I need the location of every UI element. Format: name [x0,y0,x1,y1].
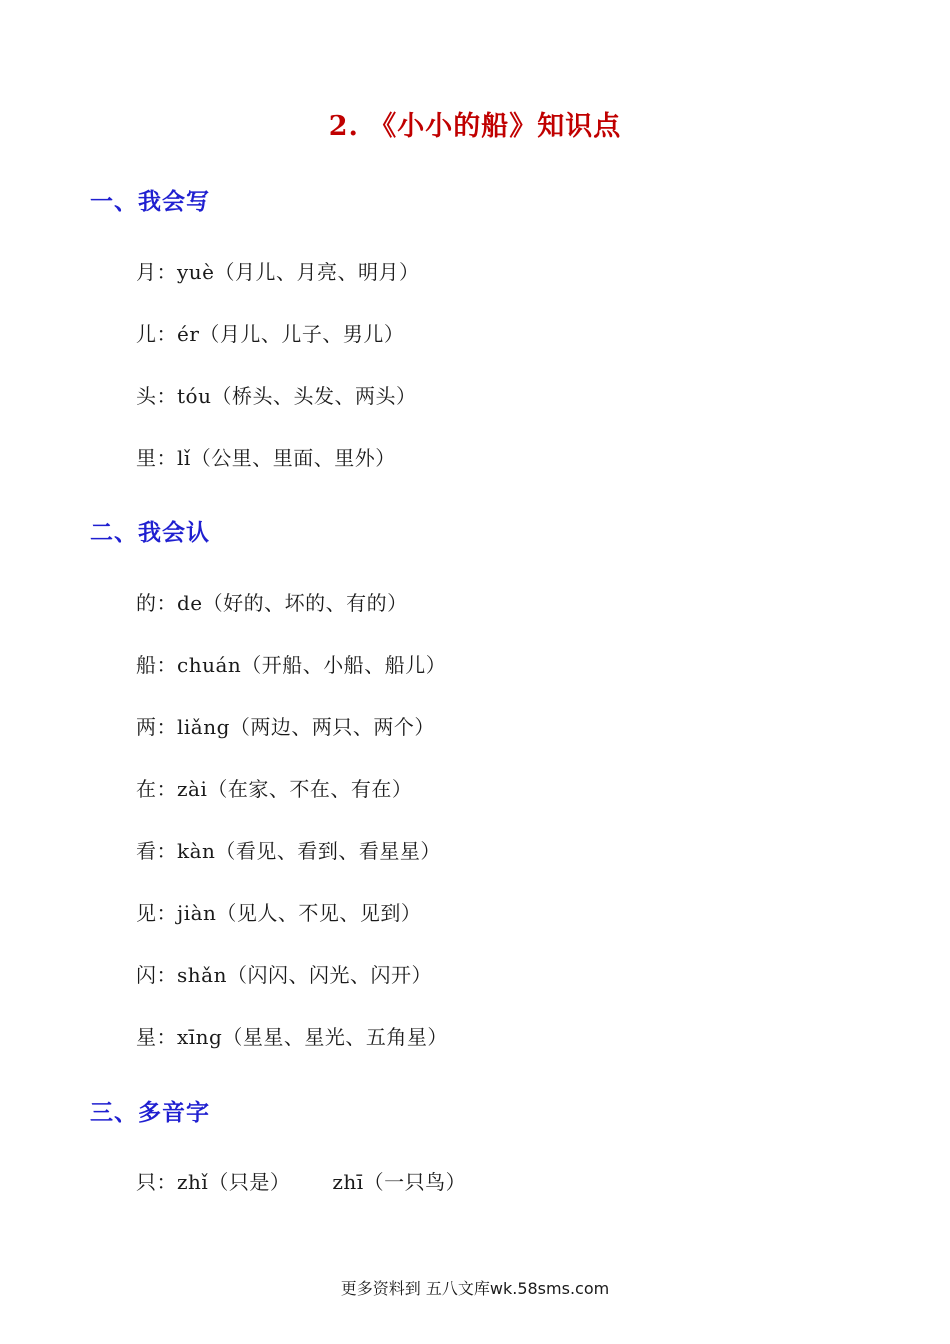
list-item [136,1166,466,1195]
section-heading-write: 一、我会写 [90,188,210,215]
list-item: 在：zài（在家、不在、有在） [136,777,413,801]
page-title: 2. 《小小的船》知识点 [328,111,622,142]
list-item: 的：de（好的、坏的、有的） [136,591,408,615]
list-item: 月：yuè（月儿、月亮、明月） [136,260,420,284]
list-item: 见：jiàn（见人、不见、见到） [136,901,422,925]
list-item: 两：liǎng（两边、两只、两个） [136,715,435,739]
list-item: 闪：shǎn（闪闪、闪光、闪开） [136,963,432,987]
list-item: 里：lǐ（公里、里面、里外） [136,446,396,470]
list-item: 看：kàn（看见、看到、看星星） [136,839,441,863]
polyphone-reading-second: zhī（一只鸟） [332,1170,467,1194]
section-heading-recognize: 二、我会认 [90,519,210,546]
list-item: 星：xīng（星星、星光、五角星） [136,1025,448,1049]
list-item: 船：chuán（开船、小船、船儿） [136,653,447,677]
polyphone-reading-first: 只：zhǐ（只是） [136,1170,291,1194]
list-item: 头：tóu（桥头、头发、两头） [136,384,417,408]
section-heading-polyphone: 三、多音字 [90,1099,210,1126]
list-item: 儿：ér（月儿、儿子、男儿） [136,322,405,346]
footer-text: 更多资料到 五八文库wk.58sms.com [340,1279,610,1298]
